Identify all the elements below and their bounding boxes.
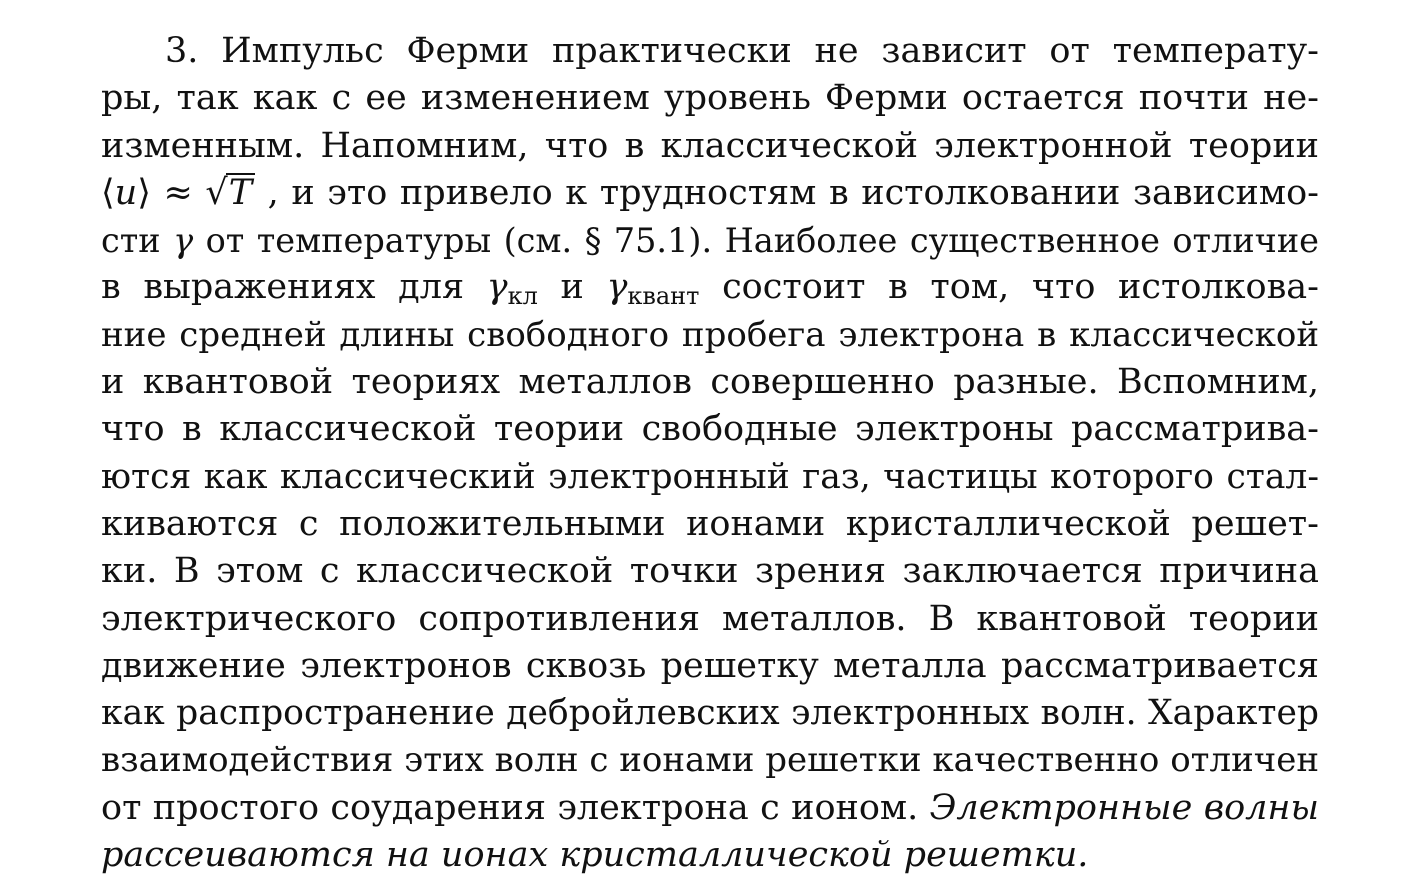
line-5-post: от температуры (см. § 75.1). Наиболее существенное отличие	[193, 221, 1319, 261]
paragraph-line-12: ки. В этом с классической точки зрения заключается причина	[101, 551, 1319, 592]
math-subscript-kvant: квант	[627, 282, 700, 311]
paragraph-line-1: 3. Импульс Ферми практически не зависит от температу-	[165, 31, 1319, 71]
math-t: T	[226, 173, 255, 212]
paragraph-line-14: движение электронов сквозь решетку металла рассматривается	[101, 645, 1319, 686]
line-6-pre: в выражениях для	[101, 267, 487, 308]
math-gamma: γ	[173, 221, 194, 261]
paragraph-line-6	[101, 264, 1319, 311]
paragraph-line-4	[101, 170, 1319, 217]
line-6-mid: и	[537, 267, 607, 308]
paragraph-line-17	[101, 785, 1319, 832]
paragraph-line-7: ние средней длины свободного пробега электрона в классической	[101, 314, 1319, 355]
line-17-pre: от простого соударения электрона с ионом.	[101, 787, 930, 828]
line-6-post: состоит в том, что истолкова-	[699, 267, 1319, 308]
paragraph-line-15: как распространение дебройлевских электронных волн. Характер	[101, 693, 1319, 734]
paragraph-line-10: ются как классический электронный газ, частицы которого стал-	[101, 456, 1319, 497]
line-5-pre: сти	[101, 221, 174, 261]
paragraph-line-9: что в классической теории свободные электроны рассматрива-	[101, 409, 1319, 450]
math-avg-u-approx-sqrt-t	[101, 173, 255, 213]
math-bracket-open: ⟨	[101, 172, 115, 213]
line-4-text: , и это привело к трудностям в истолковании зависимо-	[255, 172, 1319, 213]
paragraph-line-18: рассеиваются на ионах кристаллической решетки.	[101, 835, 1089, 876]
text-page	[101, 28, 1319, 879]
paragraph-line-13: электрического сопротивления металлов. В квантовой теории	[101, 598, 1319, 639]
math-gamma-kvant: γ	[606, 267, 628, 308]
paragraph-line-16: взаимодействия этих волн с ионами решетки качественно отличен	[101, 740, 1319, 781]
math-gamma-kl: γ	[486, 267, 508, 308]
paragraph-line-5	[101, 217, 1319, 264]
paragraph-line-11: киваются с положительными ионами кристаллической решет-	[101, 503, 1319, 544]
line-17-italic: Электронные волны	[929, 787, 1319, 828]
math-u: u	[114, 172, 138, 213]
math-subscript-kl: кл	[507, 282, 538, 311]
paragraph-line-3: изменным. Напомним, что в классической электронной теории	[101, 125, 1319, 166]
paragraph-line-2: ры, так как с ее изменением уровень Ферми остается почти не-	[101, 78, 1319, 119]
paragraph-line-8: и квантовой теориях металлов совершенно разные. Вспомним,	[101, 362, 1319, 403]
math-approx-sqrt: ⟩ ≈ √	[137, 172, 228, 213]
